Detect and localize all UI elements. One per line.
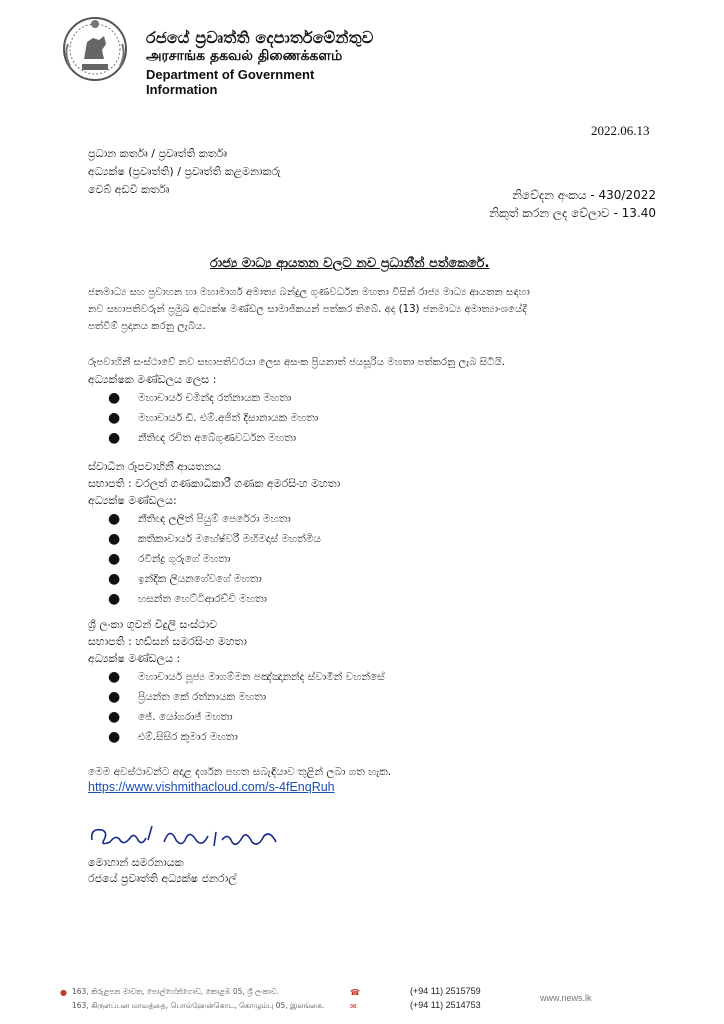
list-item: ● ජේ. යෝගරාජ් මහතා: [108, 709, 233, 725]
release-date: 2022.06.13: [591, 123, 650, 138]
department-name-sinhala: රජයේ ප්‍රවෘත්ති දෙපාර්තමේන්තුව: [146, 28, 374, 47]
board-label: අධ්‍යක්ෂ මණ්ඩලය:: [88, 494, 177, 507]
release-number: නිවේදන අංකය - 430/2022: [512, 188, 656, 202]
address-tamil: 163, கிருளப்பன மாவத்தை, பொல்ஹேன்கொட, கொழும்பு 05, இலங்கை.: [72, 1001, 325, 1010]
board-member-list: [108, 388, 505, 448]
list-item: ● හසන්ත හෙට්ටිආරච්චි මහතා: [108, 591, 267, 607]
recipient-line: අධ්‍යක්ෂ (ප්‍රවෘත්ති) / ප්‍රවෘත්ති කළමනාකරු: [88, 165, 281, 178]
department-name-english: Department of Government Information: [146, 67, 315, 97]
list-item: ● මහාචාර්ය ඩී. එම්.අජිත් දිසානායක මහතා: [108, 410, 319, 426]
intro-line: පත්වීම් ප්‍රදානය කරනු ලැබිය.: [88, 321, 206, 332]
signatory-title: රජයේ ප්‍රවෘත්ති අධ්‍යක්ෂ ජනරාල්: [88, 872, 237, 885]
intro-paragraph: [88, 284, 530, 335]
bullet-icon: ●: [108, 551, 121, 567]
list-item: ● මහාචාර්ය පූජ්‍ය මාගම්මන පඤ්ඤානන්ද ස්වාමීන් වහන්සේ: [108, 669, 385, 685]
list-item: ● නීතිඥ ලලිත් පියුම් පෙරේරා මහතා: [108, 511, 291, 527]
address-sinhala: 163, කිරුළපන මාවත, පොල්හේන්ගොඩ, කොළඹ 05, ශ්‍රී ලංකාව.: [72, 987, 279, 996]
board-label: අධ්‍යක්ෂ මණ්ඩලය :: [88, 652, 181, 665]
location-icon: ●: [60, 988, 67, 997]
bullet-icon: ●: [108, 689, 121, 705]
bullet-icon: ●: [108, 390, 121, 406]
bullet-icon: ●: [108, 511, 121, 527]
bullet-icon: ●: [108, 591, 121, 607]
recipients: [88, 145, 281, 199]
signatory-name: මොහාන් සමරනායක: [88, 856, 184, 869]
section-rupavahini: [88, 354, 505, 448]
sri-lanka-emblem-icon: [54, 14, 136, 84]
closing-note: මෙම අවස්ථාවන්ට අදාළ දර්ශන පහත සබැඳියාව තුළින් ලබා ගත හැක.: [88, 766, 392, 778]
website: www.news.lk: [540, 993, 592, 1003]
bullet-icon: ●: [108, 729, 121, 745]
bullet-icon: ●: [108, 531, 121, 547]
video-link[interactable]: https://www.vishmithacloud.com/s-4fEnqRuh: [88, 780, 335, 794]
intro-line: ජනමාධ්‍ය සහ ප්‍රවාහන හා මහාමාර්ග අමාත්‍ය බන්දුල ගුණවර්ධන මහතා විසින් රාජ්‍ය මාධ්‍ය ආයතන සඳහා: [88, 287, 530, 298]
section-lead: රූපවාහිනී සංස්ථාවේ නව සභාපතිවරයා ලෙස අසංක ප්‍රියනාත් ජයසූරිය මහතා පත්කරනු ලැබ සිටියි.: [88, 357, 505, 368]
signature-image: [86, 818, 286, 858]
section-slbc: [88, 616, 385, 747]
phone-number: (+94 11) 2515759: [410, 986, 481, 996]
board-label: අධ්‍යක්ෂක මණ්ඩලය ලෙස :: [88, 373, 217, 386]
footer: [60, 985, 680, 1015]
list-item: ● රවීන්ද්‍ර ගුරුගේ මහතා: [108, 551, 231, 567]
phone-icon: ☎: [350, 988, 360, 997]
section-itn: [88, 458, 340, 609]
bullet-icon: ●: [108, 430, 121, 446]
list-item: ● ඉන්දික ලියනගේවගේ මහතා: [108, 571, 262, 587]
list-item: ● මහාචාර්ය චමින්ද රත්නායක මහතා: [108, 390, 292, 406]
letterhead: [54, 14, 374, 97]
list-item: ● නීතිඥ රචිත අබේගුණවර්ධන මහතා: [108, 430, 297, 446]
section-name: ස්වාධීන රූපවාහිනී ආයතනය: [88, 460, 222, 473]
release-time: නිකුත් කරන ලද වේලාව - 13.40: [489, 206, 656, 220]
department-name-tamil: அரசாங்க தகவல் திணைக்களம்: [146, 48, 343, 64]
chairman-line: සභාපති : හඩ්සන් සමරසිංහ මහතා: [88, 635, 247, 648]
bullet-icon: ●: [108, 571, 121, 587]
list-item: ● ප්‍රියන්ත කේ රත්නායක මහතා: [108, 689, 267, 705]
board-member-list: [108, 667, 385, 747]
section-name: ශ්‍රී ලංකා ගුවන් විදුලි සංස්ථාව: [88, 618, 218, 631]
recipient-line: ප්‍රධාන කර්තෘ / ප්‍රවෘත්ති කර්තෘ: [88, 147, 227, 160]
intro-line: නව සභාපතිවරුන් ප්‍රමුඛ අධ්‍යක්ෂ මණ්ඩල සාමාජිකයන් පත්කර තිබේ. අද (13) ජනමාධ්‍ය අමාත්‍යාංශයේදී: [88, 304, 527, 315]
list-item: ● කතිකාචාර්ය මහේෂ්වරී මහිමදාස් මහත්මිය: [108, 531, 321, 547]
bullet-icon: ●: [108, 410, 121, 426]
chairman-line: සභාපති : වරලත් ගණකාධිකාරී ගණක අමරසිංහ මහතා: [88, 477, 341, 490]
board-member-list: [108, 509, 340, 609]
fax-icon: ✉: [350, 1002, 357, 1011]
press-release-title: රාජ්‍ය මාධ්‍ය ආයතන වලට නව ප්‍රධානීන් පත්කෙරේ.: [210, 256, 490, 271]
bullet-icon: ●: [108, 709, 121, 725]
bullet-icon: ●: [108, 669, 121, 685]
list-item: ● එම්.සිසිර කුමාර මහතා: [108, 729, 238, 745]
recipient-line: වෙබ් අඩවි කර්තෘ: [88, 183, 170, 196]
fax-number: (+94 11) 2514753: [410, 1000, 481, 1010]
